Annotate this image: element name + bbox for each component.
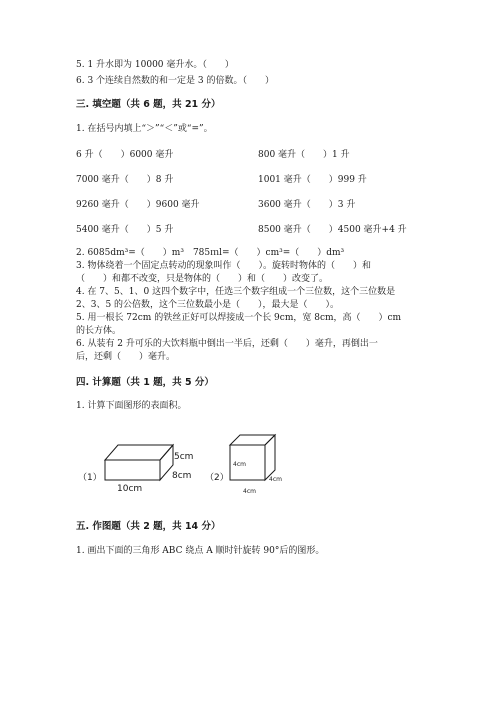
cube-bottom-edge-label: 4cm: [243, 488, 256, 495]
figure-2-label: （2）: [205, 473, 229, 483]
fill-question-3-line1: 3. 物体绕着一个固定点转动的现象叫作（ ）。旋转时物体的（ ）和: [76, 261, 371, 271]
judge-question-6: 6. 3 个连续自然数的和一定是 3 的倍数。（ ）: [76, 76, 274, 86]
section-4-title: 四. 计算题（共 1 题，共 5 分）: [76, 377, 214, 388]
cuboid-figure: [105, 445, 173, 480]
judge-question-5: 5. 1 升水即为 10000 毫升水。（ ）: [76, 60, 234, 70]
cuboid-height-label: 5cm: [174, 452, 194, 462]
cube-front-edge-label: 4cm: [233, 461, 246, 468]
compare-item: 5400 毫升（ ）5 升: [76, 225, 174, 235]
compare-item: 8500 毫升（ ）4500 毫升+4 升: [258, 225, 407, 235]
fill-question-6-line2: 后，还剩（ ）毫升。: [76, 352, 176, 362]
compare-item: 1001 毫升（ ）999 升: [258, 175, 367, 185]
fill-question-4-line2: 2、3、5 的公倍数，这个三位数最小是（ ），最大是（ ）。: [76, 300, 340, 310]
fill-question-1: 1. 在括号内填上“＞”“＜”或“=”。: [76, 124, 213, 134]
fill-question-3-line2: （ ）和都不改变，只是物体的（ ）和（ ）改变了。: [76, 274, 329, 284]
figure-1-label: （1）: [78, 473, 102, 483]
cube-side-edge-label: 4cm: [269, 476, 282, 483]
fill-question-4-line1: 4. 在 7、5、1、0 这四个数字中，任选三个数字组成一个三位数，这个三位数是: [76, 287, 396, 297]
section-3-title: 三. 填空题（共 6 题，共 21 分）: [76, 99, 221, 110]
fill-question-5-line1: 5. 用一根长 72cm 的铁丝正好可以焊接成一个长 9cm，宽 8cm，高（ ）cm: [76, 313, 402, 323]
compare-item: 9260 毫升（ ）9600 毫升: [76, 200, 200, 210]
cuboid-length-label: 10cm: [117, 484, 143, 494]
compare-item: 3600 毫升（ ）3 升: [258, 200, 356, 210]
compare-item: 7000 毫升（ ）8 升: [76, 175, 174, 185]
surface-area-figures: [0, 430, 500, 500]
cuboid-width-label: 8cm: [172, 471, 192, 481]
cube-figure: [230, 435, 275, 480]
fill-question-5-line2: 的长方体。: [76, 326, 122, 336]
fill-question-2: 2. 6085dm³=（ ）m³ 785ｍl=（ ）cm³=（ ）dm³: [76, 248, 345, 258]
compare-item: 800 毫升（ ）1 升: [258, 150, 350, 160]
compare-item: 6 升（ ）6000 毫升: [76, 150, 174, 160]
draw-question-1: 1. 画出下面的三角形 ABC 绕点 A 顺时针旋转 90°后的图形。: [76, 546, 325, 556]
section-5-title: 五. 作图题（共 2 题，共 14 分）: [76, 521, 221, 532]
calc-question-1: 1. 计算下面图形的表面积。: [76, 401, 187, 411]
fill-question-6-line1: 6. 从装有 2 升可乐的大饮料瓶中倒出一半后，还剩（ ）毫升，再倒出一: [76, 339, 378, 349]
